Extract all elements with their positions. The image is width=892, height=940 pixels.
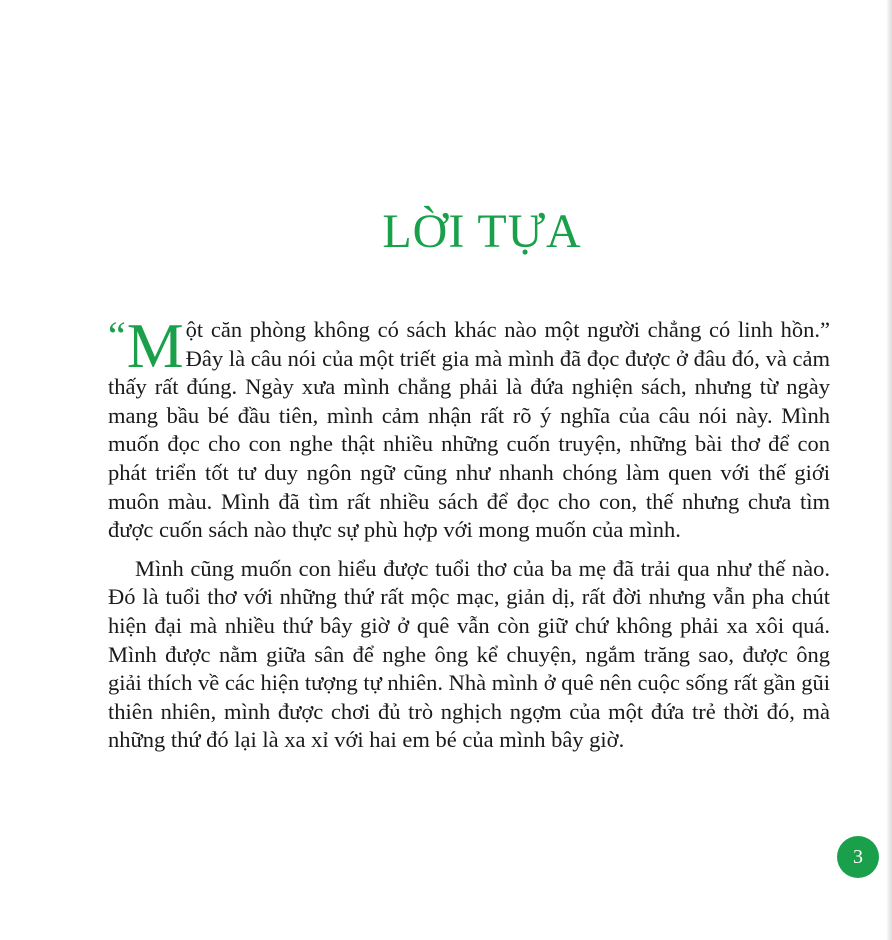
open-quote-mark: “ [108, 313, 126, 358]
paragraph-2: Mình cũng muốn con hiểu được tuổi thơ của ba mẹ đã trải qua như thế nào. Đó là tuổi thơ với những thứ rất mộc mạc, giản dị, rất đời nhưng vẫn pha chút hiện đại mà nhiều thứ bây giờ ở quê vẫn còn giữ chứ không phải xa xôi quá. Mình được nằm giữa sân để nghe ông kể chuyện, ngắm trăng sao, được ông giải thích về các hiện tượng tự nhiên. Nhà mình ở quê nên cuộc sống rất gần gũi thiên nhiên, mình được chơi đủ trò nghịch ngợm của một đứa trẻ thời đó, mà những thứ đó lại là xa xỉ với hai em bé của mình bây giờ. [108, 555, 830, 753]
paragraph-1-text: ột căn phòng không có sách khác nào một người chẳng có linh hồn.” Đây là câu nói của một triết gia mà mình đã đọc được ở đâu đó, và cảm thấy rất đúng. Ngày xưa mình chẳng phải là đứa nghiện sách, nhưng từ ngày mang bầu bé đầu tiên, mình cảm nhận rất rõ ý nghĩa của câu nói này. Mình muốn đọc cho con nghe thật nhiều những cuốn truyện, những bài thơ để con phát triển tốt tư duy ngôn ngữ cũng như nhanh chóng làm quen với thế giới muôn màu. Mình đã tìm rất nhiều sách để đọc cho con, thế nhưng chưa tìm được cuốn sách nào thực sự phù hợp với mong muốn của mình. [108, 317, 830, 543]
paragraph-1 [108, 310, 830, 545]
page-number-badge: 3 [837, 836, 879, 878]
page-edge-shadow [886, 0, 892, 940]
drop-cap-group [108, 310, 184, 381]
drop-cap-letter: M [126, 310, 184, 381]
preface-body [108, 310, 830, 755]
page-title: LỜI TỰA [382, 205, 582, 258]
